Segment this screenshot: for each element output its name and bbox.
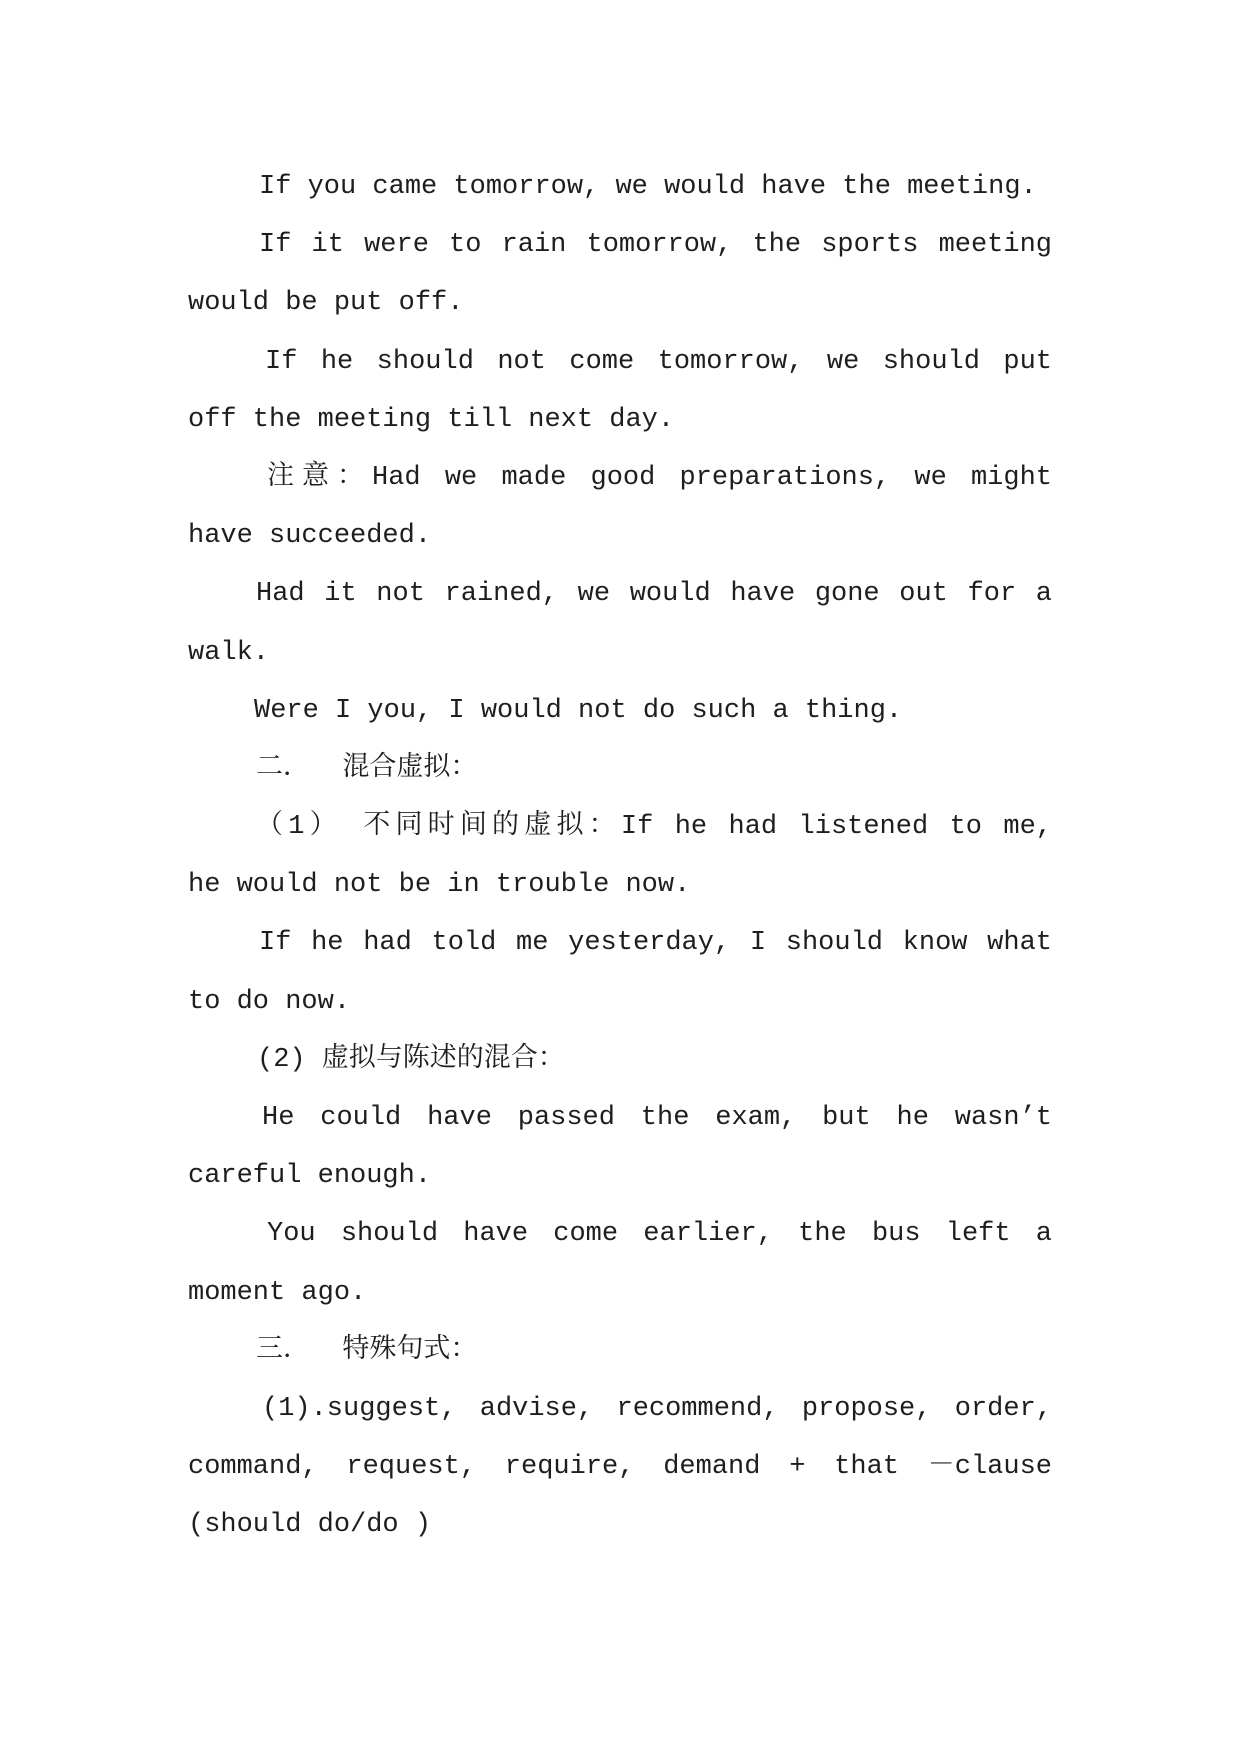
- paragraph: [188, 216, 1052, 332]
- text-line: 注意：Had we made good preparations, we might: [267, 462, 1052, 493]
- text-line: would be put off.: [188, 288, 464, 319]
- paragraph: [188, 1089, 1052, 1205]
- text-line: have succeeded.: [188, 521, 432, 552]
- text-line: walk.: [188, 637, 270, 668]
- paragraph: [188, 1380, 1052, 1555]
- paragraph: [188, 798, 1052, 914]
- section-heading-text: 二． 混合虚拟：: [256, 753, 478, 784]
- text-line: Were I you, I would not do such a thing.: [254, 695, 903, 726]
- text-line: He could have passed the exam, but he wasn’t: [262, 1103, 1052, 1133]
- paragraph: [188, 565, 1052, 681]
- section-heading: [188, 740, 1052, 798]
- text-line: （1） 不同时间的虚拟：If he had listened to me,: [256, 812, 1052, 843]
- paragraph: [188, 449, 1052, 565]
- text-line: If you came tomorrow, we would have the meeting.: [259, 172, 1037, 202]
- text-line: If it were to rain tomorrow, the sports meeting: [259, 230, 1052, 261]
- text-line: (1).suggest, advise, recommend, propose, order,: [262, 1393, 1052, 1424]
- document-body: [188, 158, 1052, 1555]
- text-line: to do now.: [188, 986, 351, 1017]
- text-line: Had it not rained, we would have gone out for a: [256, 579, 1052, 610]
- text-line: moment ago.: [188, 1277, 367, 1308]
- subsection-heading: [188, 1031, 1052, 1089]
- paragraph: [188, 158, 1052, 216]
- paragraph: [188, 333, 1052, 449]
- text-line: careful enough.: [188, 1161, 432, 1192]
- text-line: he would not be in trouble now.: [188, 870, 691, 901]
- text-line: You should have come earlier, the bus left a: [267, 1219, 1052, 1250]
- text-line: If he had told me yesterday, I should know what: [259, 928, 1052, 959]
- section-heading-text: 三． 特殊句式：: [256, 1335, 478, 1366]
- subsection-heading-text: (2) 虚拟与陈述的混合：: [257, 1044, 565, 1075]
- text-line: If he should not come tomorrow, we should put: [265, 346, 1052, 377]
- text-line: (should do/do ): [188, 1510, 432, 1541]
- text-line: command, request, require, demand + that －clause: [188, 1452, 1052, 1483]
- paragraph: [188, 682, 1052, 740]
- paragraph: [188, 914, 1052, 1030]
- section-heading: [188, 1322, 1052, 1380]
- text-line: off the meeting till next day.: [188, 404, 675, 435]
- paragraph: [188, 1205, 1052, 1321]
